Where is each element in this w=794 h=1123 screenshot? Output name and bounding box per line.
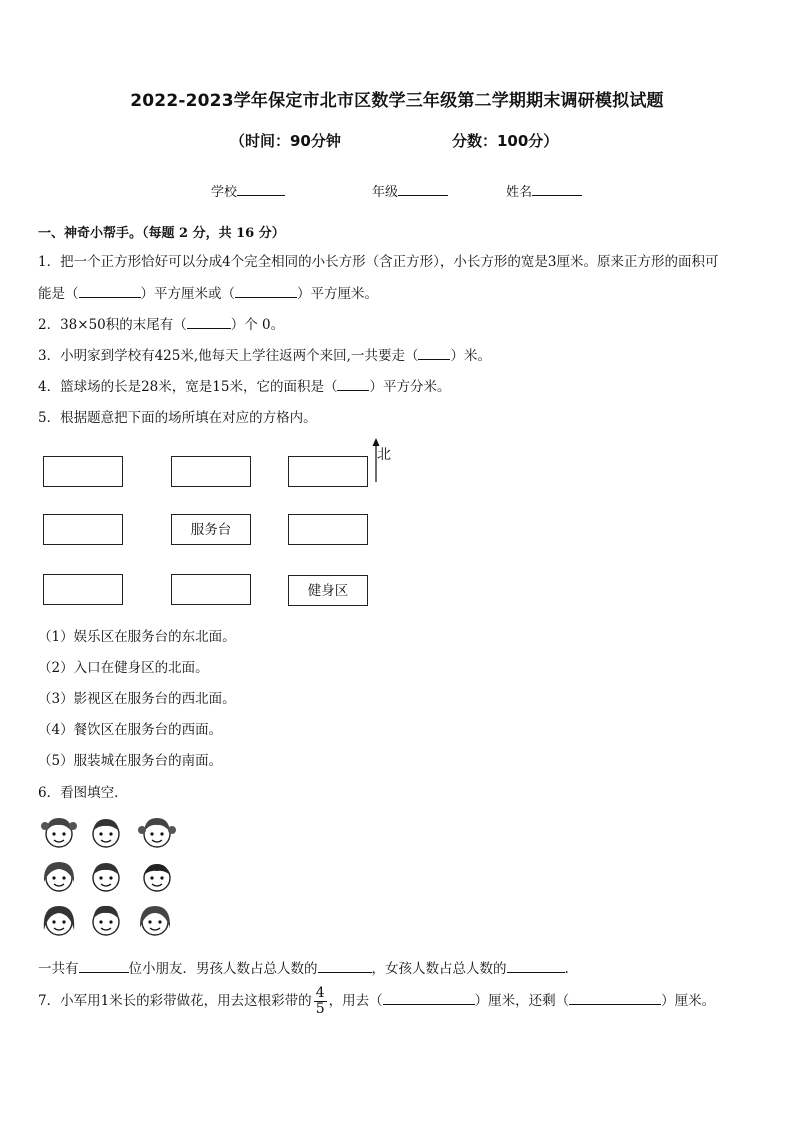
clue-5: （5）服装城在服务台的南面。	[38, 753, 223, 769]
answer-blank[interactable]	[318, 960, 372, 973]
girl-face-icon	[39, 856, 79, 896]
question-7: 7．小军用1米长的彩带做花，用去这根彩带的 $\frac{4}{5}$ ，用去（ ）厘米，还剩（ ）厘米。	[38, 985, 716, 1017]
school-blank[interactable]	[237, 183, 285, 196]
girl-face-icon	[135, 900, 175, 940]
answer-blank[interactable]	[79, 960, 129, 973]
exam-score: 分数：100分）	[452, 132, 559, 150]
boy-face-icon	[137, 856, 177, 896]
name-label: 姓名	[506, 185, 533, 200]
answer-blank[interactable]	[418, 347, 450, 360]
exam-time: （时间：90分钟	[230, 132, 341, 150]
grid-cell-n[interactable]	[171, 456, 251, 487]
question-6: 6．看图填空．	[38, 785, 128, 801]
answer-blank[interactable]	[235, 285, 297, 298]
clue-3: （3）影视区在服务台的西北面。	[38, 691, 236, 707]
answer-blank[interactable]	[187, 316, 231, 329]
question-1-line-2: 能是（ ）平方厘米或（ ）平方厘米。	[38, 286, 378, 302]
grid-cell-w[interactable]	[43, 514, 123, 545]
clue-1: （1）娱乐区在服务台的东北面。	[38, 629, 236, 645]
question-6-fill: 一共有 位小朋友．男孩人数占总人数的 ，女孩人数占总人数的 .	[38, 961, 569, 977]
boy-face-icon	[86, 900, 126, 940]
grade-blank[interactable]	[398, 183, 448, 196]
boy-face-icon	[86, 812, 126, 852]
page-title: 2022-2023学年保定市北市区数学三年级第二学期期末调研模拟试题	[130, 91, 664, 111]
question-1-line-1: 1．把一个正方形恰好可以分成4个完全相同的小长方形（含正方形），小长方形的宽是3厘米。原来正方形的面积可	[38, 254, 719, 270]
grid-cell-s[interactable]	[171, 574, 251, 605]
question-5: 5．根据题意把下面的场所填在对应的方格内。	[38, 410, 317, 426]
grid-cell-fitness: 健身区	[288, 575, 368, 606]
grid-cell-sw[interactable]	[43, 574, 123, 605]
grid-cell-service-desk: 服务台	[171, 514, 251, 545]
girl-face-icon	[39, 900, 79, 940]
answer-blank[interactable]	[383, 992, 475, 1005]
grade-label: 年级	[372, 185, 399, 200]
section-heading: 一、神奇小帮手。（每题 2 分，共 16 分）	[38, 226, 285, 241]
answer-blank[interactable]	[337, 378, 369, 391]
answer-blank[interactable]	[79, 285, 141, 298]
question-3: 3．小明家到学校有425米,他每天上学往返两个来回,一共要走（ ）米。	[38, 348, 491, 364]
boy-face-icon	[86, 856, 126, 896]
clue-2: （2）入口在健身区的北面。	[38, 660, 209, 676]
grid-cell-ne[interactable]	[288, 456, 368, 487]
north-label: 北	[377, 447, 391, 463]
question-2: 2．38×50积的末尾有（ ）个 0。	[38, 317, 285, 333]
school-field[interactable]	[211, 181, 285, 200]
fraction: $\frac{4}{5}$	[315, 985, 325, 1017]
grid-cell-e[interactable]	[288, 514, 368, 545]
grade-field[interactable]	[372, 181, 448, 200]
girl-face-icon	[137, 812, 177, 852]
answer-blank[interactable]	[507, 960, 565, 973]
girl-face-icon	[39, 812, 79, 852]
grid-cell-nw[interactable]	[43, 456, 123, 487]
name-blank[interactable]	[532, 183, 582, 196]
school-label: 学校	[211, 185, 238, 200]
clue-4: （4）餐饮区在服务台的西面。	[38, 722, 223, 738]
question-4: 4．篮球场的长是28米，宽是15米，它的面积是（ ）平方分米。	[38, 379, 451, 395]
name-field[interactable]	[506, 181, 582, 200]
answer-blank[interactable]	[569, 992, 661, 1005]
